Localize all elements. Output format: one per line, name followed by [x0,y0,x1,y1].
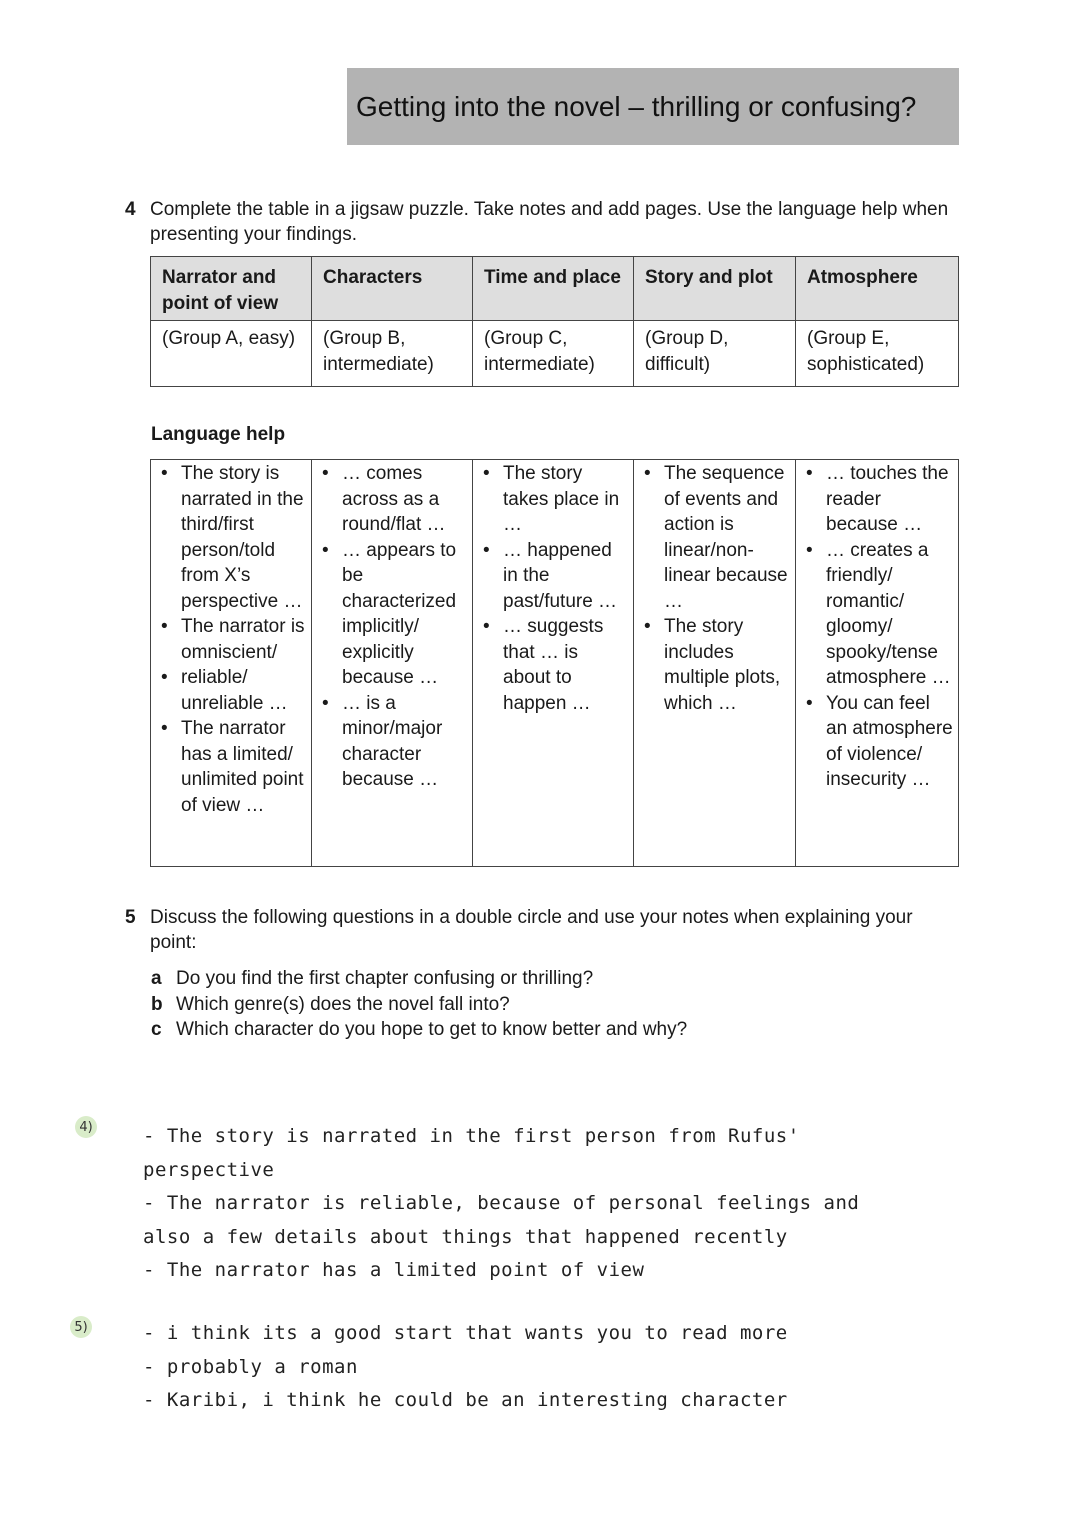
header-cell: Characters [312,257,473,321]
phrase-item: • … appears to be characterized implicitly/ explicitly because … [320,538,468,691]
header-cell: Atmosphere [796,257,959,321]
answer-line: - probably a roman [143,1355,358,1378]
group-cell: (Group A, easy) [151,321,312,387]
language-help-column [634,460,796,867]
phrase-item: • … is a minor/major character because … [320,691,468,793]
phrase-item: • … comes across as a round/flat … [320,461,468,538]
question-item [151,1017,687,1043]
answer-line: also a few details about things that happened recently [143,1225,788,1248]
answer-line: - The narrator has a limited point of view [143,1259,645,1281]
question-letter: a [151,968,162,989]
page-title: Getting into the novel – thrilling or confusing? [347,68,959,145]
group-cell: (Group C, intermediate) [473,321,634,387]
task-4-text: Complete the table in a jigsaw puzzle. Take notes and add pages. Use the language help when presenting your findings. [150,199,949,245]
header-cell: Story and plot [634,257,796,321]
header-cell: Narrator and point of view [151,257,312,321]
group-cell: (Group E, sophisticated) [796,321,959,387]
answer-line: - The story is narrated in the first person from Rufus' [143,1125,800,1147]
language-help-column [151,460,312,867]
question-letter: c [151,1019,162,1040]
phrase-item: • reliable/ unreliable … [159,665,307,716]
language-help-column [312,460,473,867]
header-cell: Time and place [473,257,634,321]
handwritten-answers-4 [143,1120,859,1288]
task-5-number: 5 [125,907,136,928]
phrase-item: • … happened in the past/future … [481,538,629,615]
task-5 [125,905,955,955]
handwritten-answers-5 [143,1317,788,1418]
question-letter: b [151,993,163,1015]
phrase-item: • … suggests that … is about to happen … [481,614,629,716]
groups-table [150,256,959,387]
phrase-item: • You can feel an atmosphere of violence/ insecurity … [804,691,954,793]
language-help-column [796,460,959,867]
language-help-heading: Language help [151,424,286,445]
answer-line: - Karibi, i think he could be an interesting character [143,1389,788,1411]
language-help-column [473,460,634,867]
phrase-item: • The narrator has a limited/ unlimited point of view … [159,716,307,818]
language-help-table [150,459,959,867]
phrase-item: • The story includes multiple plots, which … [642,614,791,716]
question-list [151,966,687,1043]
phrase-item: • … creates a friendly/ romantic/ gloomy/ spooky/tense atmosphere … [804,538,954,691]
question-text: Which character do you hope to get to know better and why? [176,1019,688,1040]
phrase-item: • The sequence of events and action is linear/non-linear because … [642,461,791,614]
answer-line: perspective [143,1158,275,1181]
phrase-item: • The story takes place in … [481,461,629,538]
answer-marker-4: 4) [75,1116,97,1138]
question-text: Which genre(s) does the novel fall into? [176,993,510,1015]
task-4-number: 4 [125,199,136,220]
question-text: Do you find the first chapter confusing or thrilling? [176,968,594,989]
phrase-item: • The story is narrated in the third/first person/told from X’s perspective … [159,461,307,614]
group-cell: (Group D, difficult) [634,321,796,387]
question-item [151,992,687,1018]
task-5-text: Discuss the following questions in a double circle and use your notes when explaining your point: [150,907,913,953]
answer-marker-5: 5) [70,1316,92,1338]
group-cell: (Group B, intermediate) [312,321,473,387]
answer-line: - The narrator is reliable, because of personal feelings and [143,1192,860,1214]
answer-line: - i think its a good start that wants you to read more [143,1322,788,1344]
question-item [151,966,687,992]
phrase-item: • … touches the reader because … [804,461,954,538]
phrase-item: • The narrator is omniscient/ [159,614,307,665]
task-4 [125,197,955,247]
